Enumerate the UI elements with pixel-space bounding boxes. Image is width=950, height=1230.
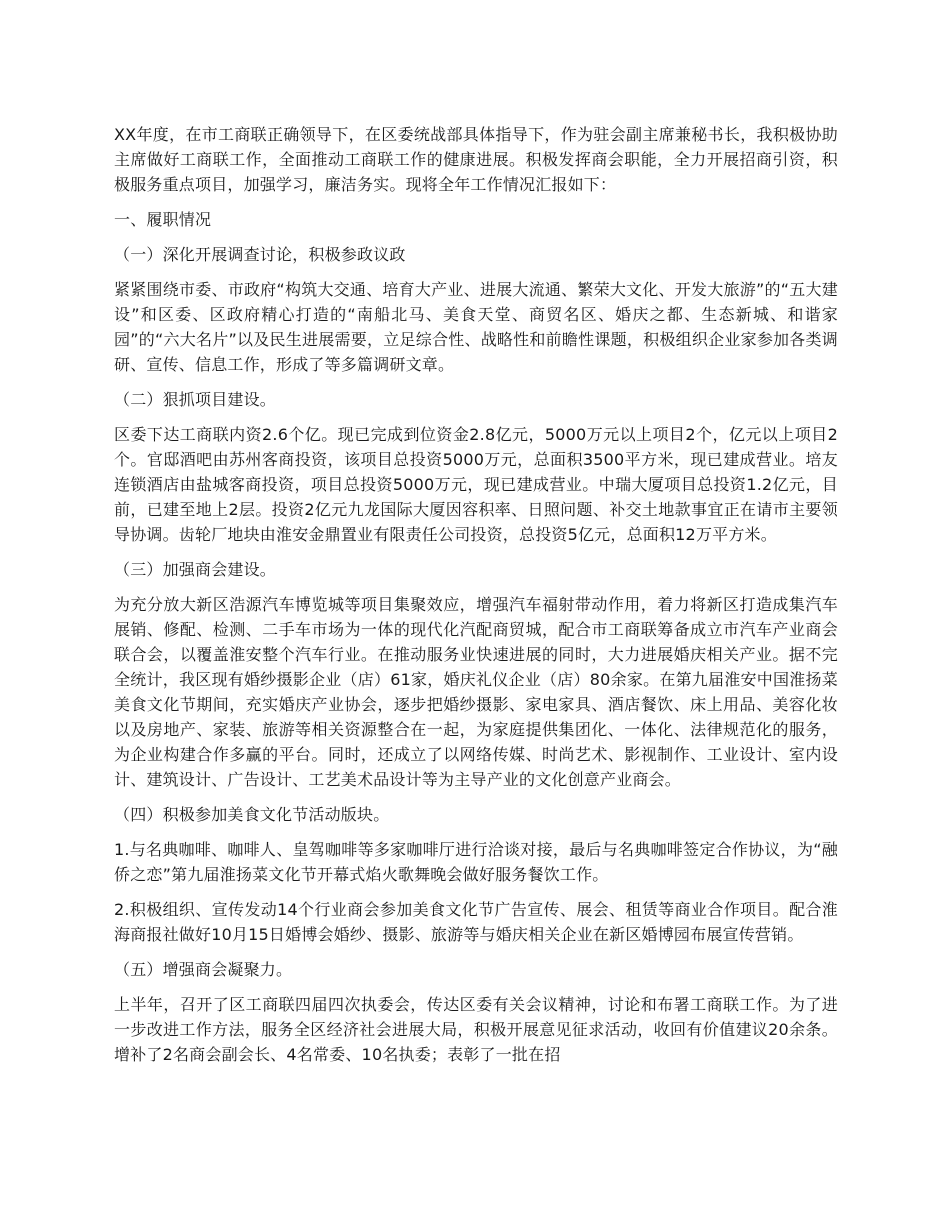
subsection-heading-4: （四）积极参加美食文化节活动版块。: [114, 805, 390, 824]
body-paragraph-research: 紧紧围绕市委、市政府“构筑大交通、培育大产业、进展大流通、繁荣大文化、开发大旅游”的“五大建设”和区委、区政府精心打造的“南船北马、美食天堂、商贸名区、婚庆之都、生态新城、和谐家园”的“六大名片”以及民生进展需要，立足综合性、战略性和前瞻性课题，积极组织企业家参加各类调研、宣传、信息工作，形成了等多篇调研文章。: [114, 280, 838, 374]
subsection-heading-3: （三）加强商会建设。: [114, 560, 277, 579]
body-paragraph-food-2: 2.积极组织、宣传发动14个行业商会参加美食文化节广告宣传、展会、租赁等商业合作项目。配合淮海商报社做好10月15日婚博会婚纱、摄影、旅游等与婚庆相关企业在新区婚博园布展宣传营销。: [114, 900, 838, 944]
intro-paragraph: XX年度，在市工商联正确领导下，在区委统战部具体指导下，作为驻会副主席兼秘书长，我积极协助主席做好工商联工作，全面推动工商联工作的健康进展。积极发挥商会职能，全力开展招商引资，积极服务重点项目，加强学习，廉洁务实。现将全年工作情况汇报如下：: [114, 125, 838, 194]
document-body: [114, 122, 838, 1077]
body-paragraph-projects: 区委下达工商联内资2.6个亿。现已完成到位资金2.8亿元，5000万元以上项目2个，亿元以上项目2个。官邸酒吧由苏州客商投资，该项目总投资5000万元，总面积3500平方米，现已建成营业。培友连锁酒店由盐城客商投资，项目总投资5000万元，现已建成营业。中瑞大厦项目总投资1.2亿元，目前，已建至地上2层。投资2亿元九龙国际大厦因容积率、日照问题、补交土地款事宜正在请市主要领导协调。齿轮厂地块由淮安金鼎置业有限责任公司投资，总投资5亿元，总面积12万平方米。: [114, 425, 838, 544]
subsection-heading-5: （五）增强商会凝聚力。: [114, 960, 293, 979]
body-paragraph-cohesion: 上半年，召开了区工商联四届四次执委会，传达区委有关会议精神，讨论和布署工商联工作。为了进一步改进工作方法，服务全区经济社会进展大局，积极开展意见征求活动，收回有价值建议20余条。增补了2名商会副会长、4名常委、10名执委；表彰了一批在招: [114, 995, 838, 1064]
subsection-heading-1: （一）深化开展调查讨论，积极参政议政: [114, 245, 406, 264]
section-heading-duties: 一、履职情况: [114, 210, 212, 229]
body-paragraph-chamber: 为充分放大新区浩源汽车博览城等项目集聚效应，增强汽车福射带动作用，着力将新区打造成集汽车展销、修配、检测、二手车市场为一体的现代化汽配商贸城，配合市工商联筹备成立市汽车产业商会联合会，以覆盖淮安整个汽车行业。在推动服务业快速进展的同时，大力进展婚庆相关产业。据不完全统计，我区现有婚纱摄影企业（店）61家，婚庆礼仪企业（店）80余家。在第九届淮安中国淮扬菜美食文化节期间，充实婚庆产业协会，逐步把婚纱摄影、家电家具、酒店餐饮、床上用品、美容化妆以及房地产、家装、旅游等相关资源整合在一起，为家庭提供集团化、一体化、法律规范化的服务，为企业构建合作多赢的平台。同时，还成立了以网络传媒、时尚艺术、影视制作、工业设计、室内设计、建筑设计、广告设计、工艺美术品设计等为主导产业的文化创意产业商会。: [114, 595, 838, 789]
body-paragraph-food-1: 1.与名典咖啡、咖啡人、皇驾咖啡等多家咖啡厅进行洽谈对接，最后与名典咖啡签定合作协议，为“融侨之恋”第九届淮扬菜文化节开幕式焰火歌舞晚会做好服务餐饮工作。: [114, 840, 838, 884]
subsection-heading-2: （二）狠抓项目建设。: [114, 390, 277, 409]
